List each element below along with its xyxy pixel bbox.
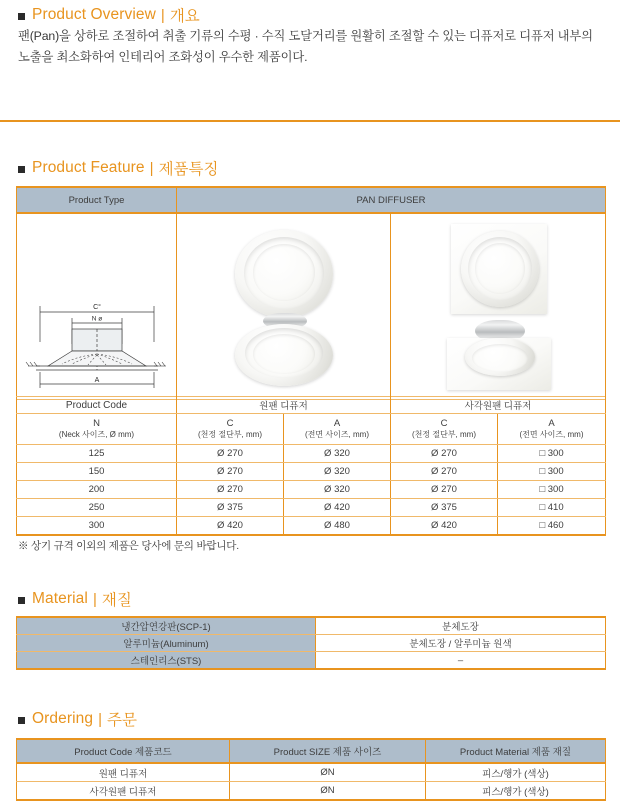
square-a-subheader [498, 414, 606, 445]
table-subheader-row [17, 414, 606, 445]
table-row [17, 517, 606, 536]
spec-square-a: □ 460 [498, 517, 606, 536]
neck-size-unit: (Neck 사이즈, Ø mm) [58, 430, 135, 439]
section-title-separator: | [149, 159, 154, 177]
section-title-separator: | [92, 590, 97, 608]
table-row [17, 499, 606, 517]
bullet-square-icon [18, 166, 25, 173]
section-title-separator: | [160, 6, 165, 24]
spec-square-c: Ø 420 [391, 517, 498, 536]
spec-neck-size: 150 [17, 463, 177, 481]
spec-round-a: Ø 320 [284, 445, 391, 463]
ordering-code: 원팬 디퓨저 [17, 763, 230, 782]
material-label: 스테인리스(STS) [17, 652, 316, 670]
material-label: 알루미늄(Aluminum) [17, 635, 316, 652]
table-row [17, 652, 606, 670]
material-table [16, 616, 606, 670]
section-title-en: Product Overview [32, 6, 156, 23]
section-heading-ordering [18, 708, 137, 730]
spec-square-c: Ø 270 [391, 481, 498, 499]
table-row [17, 617, 606, 635]
table-row [17, 445, 606, 463]
section-divider [0, 120, 620, 122]
table-row [17, 463, 606, 481]
square-a-unit: (전면 사이즈, mm) [519, 430, 584, 439]
square-c-unit: (천정 절단부, mm) [412, 430, 476, 439]
diagram-label-a: A [94, 377, 100, 384]
spec-neck-size: 125 [17, 445, 177, 463]
ordering-header-code: Product Code 제품코드 [17, 739, 230, 763]
spec-neck-size: 300 [17, 517, 177, 536]
round-c-subheader [177, 414, 284, 445]
material-value: 분체도장 / 알루미늄 원색 [316, 635, 606, 652]
section-title-ko: 제품특징 [158, 161, 219, 178]
bullet-square-icon [18, 717, 25, 724]
ordering-size: ØN [230, 782, 426, 801]
spec-square-c: Ø 375 [391, 499, 498, 517]
product-type-header-cell: Product Type [17, 187, 177, 213]
bullet-square-icon [18, 13, 25, 20]
neck-size-subheader [17, 414, 177, 445]
section-heading-material [18, 588, 132, 610]
round-diffuser-photo-cell [177, 213, 391, 400]
section-title-separator: | [98, 710, 103, 728]
round-diffuser-group-header: 원팬 디퓨저 [177, 397, 391, 414]
spec-round-c: Ø 420 [177, 517, 284, 536]
table-row [17, 187, 606, 213]
square-diffuser-group-header: 사각원팬 디퓨저 [391, 397, 606, 414]
section-title-en: Ordering [32, 710, 94, 727]
section-heading-feature [18, 157, 218, 179]
bullet-square-icon [18, 597, 25, 604]
section-title-ko: 개요 [169, 8, 200, 25]
spec-square-c: Ø 270 [391, 463, 498, 481]
ordering-table [16, 738, 606, 801]
round-a-unit: (전면 사이즈, mm) [305, 430, 369, 439]
round-a-label: A [333, 418, 341, 429]
spec-round-a: Ø 320 [284, 463, 391, 481]
neck-size-label: N [93, 418, 100, 429]
square-c-label: C [440, 418, 448, 429]
table-row [17, 782, 606, 801]
spec-round-a: Ø 320 [284, 481, 391, 499]
diagram-label-c: C° [93, 304, 101, 311]
square-c-subheader [391, 414, 498, 445]
square-diffuser-photo-cell [391, 213, 606, 400]
spec-table-note: ※ 상기 규격 이외의 제품은 당사에 문의 바랍니다. [18, 540, 239, 552]
material-label: 냉간압연강판(SCP-1) [17, 617, 316, 635]
table-row [17, 763, 606, 782]
ordering-code: 사각원팬 디퓨저 [17, 782, 230, 801]
ordering-header-material: Product Material 제품 재질 [426, 739, 606, 763]
section-title-en: Material [32, 590, 88, 607]
spec-square-a: □ 300 [498, 463, 606, 481]
round-c-label: C [226, 418, 234, 429]
section-title-ko: 주문 [107, 712, 137, 729]
table-row [17, 635, 606, 652]
ordering-header-size: Product SIZE 제품 사이즈 [230, 739, 426, 763]
section-title-en: Product Feature [32, 159, 145, 176]
spec-round-c: Ø 270 [177, 445, 284, 463]
section-title-ko: 재질 [101, 592, 132, 609]
spec-round-a: Ø 420 [284, 499, 391, 517]
spec-neck-size: 250 [17, 499, 177, 517]
square-a-label: A [548, 418, 555, 429]
material-value: 분체도장 [316, 617, 606, 635]
round-a-subheader [284, 414, 391, 445]
spec-square-a: □ 410 [498, 499, 606, 517]
table-row [17, 481, 606, 499]
pan-diffuser-header-cell: PAN DIFFUSER [177, 187, 606, 213]
spec-neck-size: 200 [17, 481, 177, 499]
spec-square-c: Ø 270 [391, 445, 498, 463]
spec-round-a: Ø 480 [284, 517, 391, 536]
material-value: – [316, 652, 606, 670]
ordering-size: ØN [230, 763, 426, 782]
ordering-material: 피스/행가 (색상) [426, 763, 606, 782]
specification-table [16, 396, 606, 536]
spec-square-a: □ 300 [498, 445, 606, 463]
spec-round-c: Ø 270 [177, 463, 284, 481]
spec-square-a: □ 300 [498, 481, 606, 499]
section-heading-overview [18, 4, 200, 26]
overview-body-text: 팬(Pan)을 상하로 조절하여 취출 기류의 수평 · 수직 도달거리를 원활히 조절할 수 있는 디퓨저로 디퓨저 내부의 노출을 최소화하여 인테리어 조화성이 우수한 제품이다. [18, 29, 593, 64]
spec-round-c: Ø 375 [177, 499, 284, 517]
table-header-row [17, 397, 606, 414]
ordering-material: 피스/행가 (색상) [426, 782, 606, 801]
spec-round-c: Ø 270 [177, 481, 284, 499]
round-c-unit: (천정 절단부, mm) [198, 430, 262, 439]
diagram-label-n: N ø [91, 315, 103, 323]
diffuser-cross-section-diagram [22, 298, 172, 393]
product-code-header: Product Code [17, 397, 177, 414]
table-header-row [17, 739, 606, 763]
